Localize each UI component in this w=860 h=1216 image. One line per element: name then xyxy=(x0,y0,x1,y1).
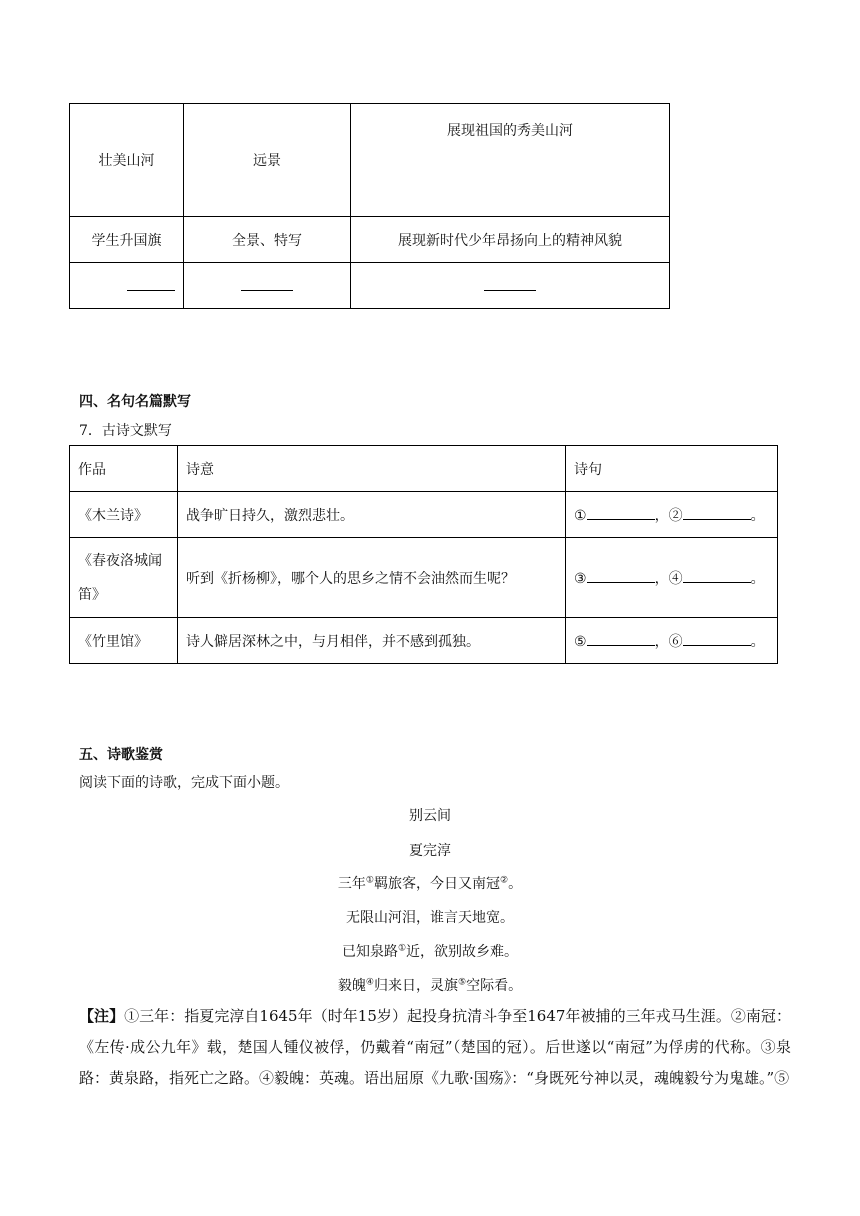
poem-author: 夏完淳 xyxy=(409,843,451,859)
poem-line: 毅魄④归来日，灵旗⑤空际看。 xyxy=(337,977,523,994)
section-heading: 四、名句名篇默写 xyxy=(79,394,191,410)
answer-cell[interactable] xyxy=(566,492,778,538)
note-marker: ④ xyxy=(365,977,374,988)
poem-line: 无限山河泪，谁言天地宽。 xyxy=(346,910,514,926)
period: 。 xyxy=(750,570,765,587)
blank-marker: ⑥ xyxy=(668,633,683,650)
comma: ， xyxy=(654,633,669,650)
answer-blank[interactable] xyxy=(241,276,293,291)
answer-blank[interactable] xyxy=(484,276,536,291)
work-line: 《春夜洛城闻 xyxy=(78,552,162,569)
note-marker: ② xyxy=(500,875,509,886)
table-row xyxy=(70,618,778,664)
meaning-cell: 听到《折杨柳》，哪个人的思乡之情不会油然而生呢？ xyxy=(178,538,566,618)
work-cell xyxy=(70,538,178,618)
table-cell: 全景、特写 xyxy=(184,217,351,263)
table-header: 诗句 xyxy=(566,446,778,492)
answer-cell[interactable] xyxy=(566,538,778,618)
table-cell[interactable] xyxy=(351,263,670,309)
work-line: 笛》 xyxy=(78,586,106,603)
answer-blank[interactable] xyxy=(683,505,751,520)
answer-blank[interactable] xyxy=(683,631,751,646)
answer-blank[interactable] xyxy=(127,276,175,291)
table-header: 作品 xyxy=(70,446,178,492)
table-header: 诗意 xyxy=(178,446,566,492)
table-row xyxy=(70,492,778,538)
table-cell: 展现祖国的秀美山河 xyxy=(351,104,670,217)
comma: ， xyxy=(654,507,669,524)
blank-marker: ③ xyxy=(574,570,587,587)
blank-marker: ⑤ xyxy=(574,633,587,650)
comma: ， xyxy=(654,570,669,587)
answer-blank[interactable] xyxy=(587,568,655,583)
note-text: ①三年：指夏完淳自1645年（时年15岁）起投身抗清斗争至1647年被捕的三年戎马生涯。②南冠：《左传·成公九年》载，楚国人锺仪被俘，仍戴着“南冠”（楚国的冠）。后世遂以“南冠”为俘虏的代称。③泉路：黄泉路，指死亡之路。④毅魄：英魂。语出屈原《九歌·国殇》：“身既死兮神以灵，魂魄毅兮为鬼雄。”⑤ xyxy=(79,1007,791,1087)
recitation-table xyxy=(69,445,778,664)
table-cell[interactable] xyxy=(184,263,351,309)
shot-table xyxy=(69,103,670,309)
poem-notes xyxy=(79,1001,791,1094)
blank-marker: ① xyxy=(574,507,587,524)
table-row xyxy=(70,538,778,618)
table-cell[interactable] xyxy=(70,263,184,309)
answer-blank[interactable] xyxy=(587,631,655,646)
note-marker: ① xyxy=(397,943,407,954)
table-cell: 展现新时代少年昂扬向上的精神风貌 xyxy=(351,217,670,263)
poem-line: 三年①羁旅客，今日又南冠②。 xyxy=(337,875,523,892)
blank-marker: ② xyxy=(668,507,683,524)
work-cell: 《木兰诗》 xyxy=(70,492,178,538)
period: 。 xyxy=(750,633,765,650)
note-marker: ① xyxy=(365,875,374,886)
note-marker: ⑤ xyxy=(458,977,467,988)
table-cell: 壮美山河 xyxy=(70,104,184,217)
answer-blank[interactable] xyxy=(587,505,655,520)
poem-title: 别云间 xyxy=(409,808,451,824)
note-label: 【注】 xyxy=(79,1007,125,1025)
poem-line: 已知泉路①近，欲别故乡难。 xyxy=(341,943,519,960)
answer-blank[interactable] xyxy=(683,568,751,583)
table-cell: 学生升国旗 xyxy=(70,217,184,263)
instruction: 阅读下面的诗歌，完成下面小题。 xyxy=(79,775,289,791)
answer-cell[interactable] xyxy=(566,618,778,664)
period: 。 xyxy=(750,507,765,524)
table-cell: 远景 xyxy=(184,104,351,217)
section-heading: 五、诗歌鉴赏 xyxy=(79,747,163,763)
meaning-cell: 诗人僻居深林之中，与月相伴，并不感到孤独。 xyxy=(178,618,566,664)
meaning-cell: 战争旷日持久，激烈悲壮。 xyxy=(178,492,566,538)
blank-marker: ④ xyxy=(668,570,683,587)
question-title: 7．古诗文默写 xyxy=(79,423,172,439)
work-cell: 《竹里馆》 xyxy=(70,618,178,664)
